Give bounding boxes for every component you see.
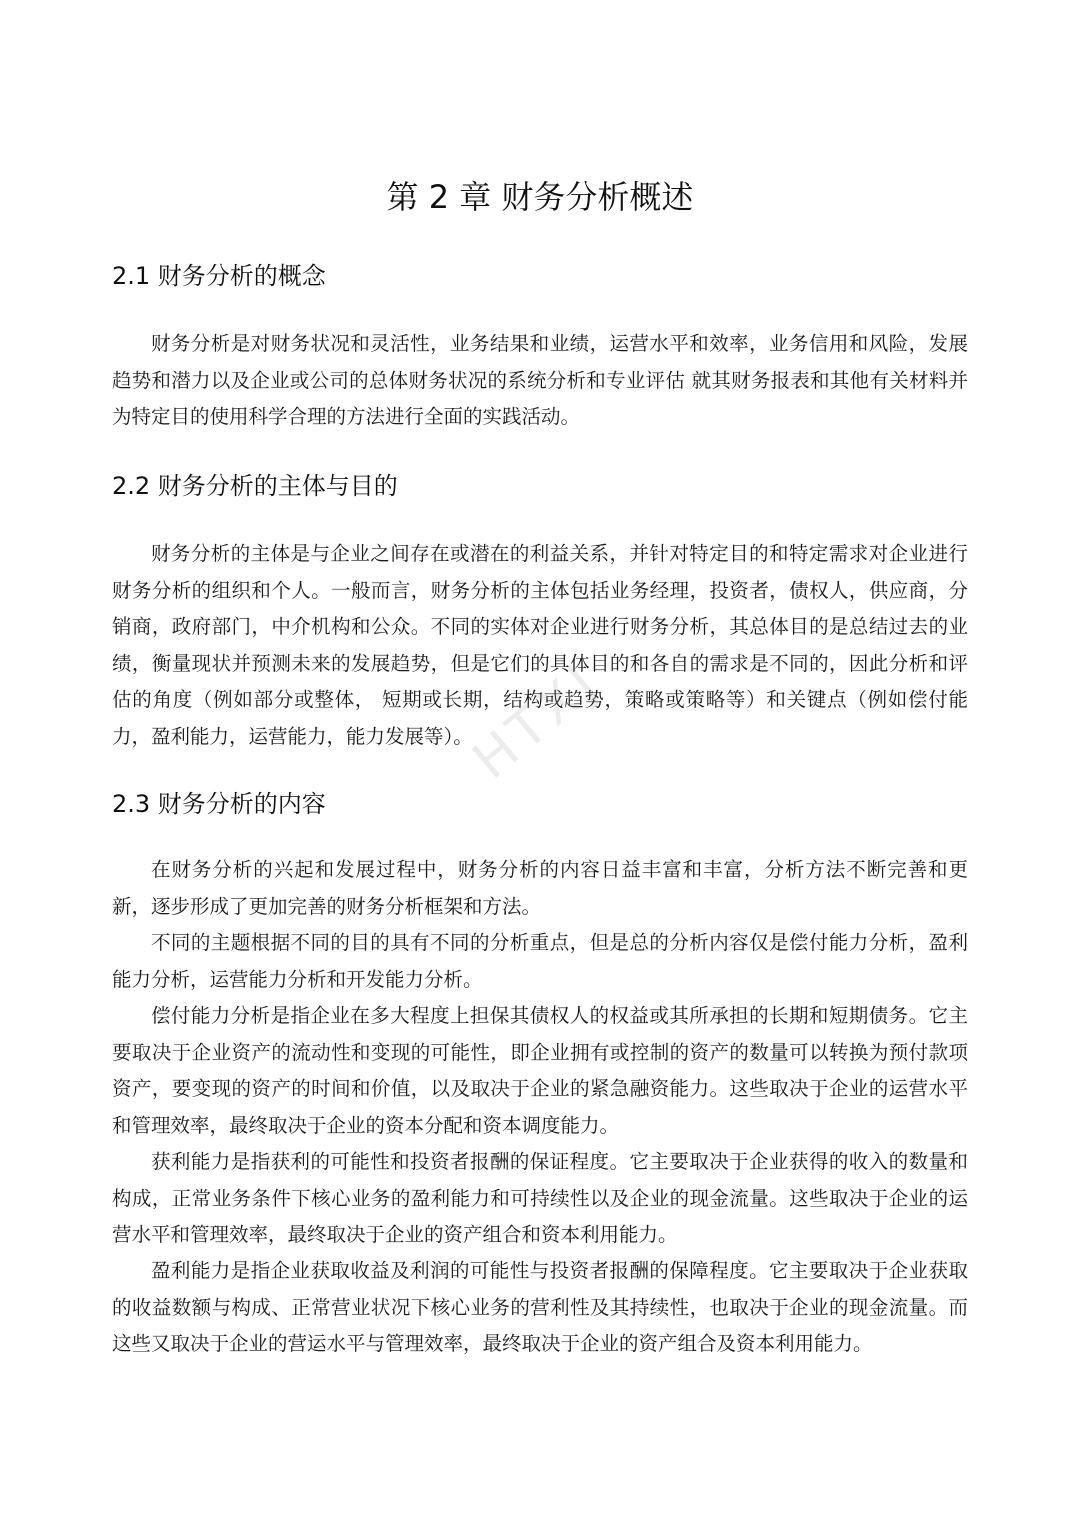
section-heading-2-1: 2.1 财务分析的概念 (112, 262, 326, 290)
paragraph: 偿付能力分析是指企业在多大程度上担保其债权人的权益或其所承担的长期和短期债务。它主要取决于企业资产的流动性和变现的可能性，即企业拥有或控制的资产的数量可以转换为预付款项资产，要变现的资产的时间和价值，以及取决于企业的紧急融资能力。这些取决于企业的运营水平和管理效率，最终取决于企业的资本分配和资本调度能力。 (112, 1004, 968, 1137)
paragraph: 不同的主题根据不同的目的具有不同的分析重点，但是总的分析内容仅是偿付能力分析，盈利能力分析，运营能力分析和开发能力分析。 (112, 931, 968, 991)
paragraph: 财务分析是对财务状况和灵活性，业务结果和业绩，运营水平和效率，业务信用和风险，发展趋势和潜力以及企业或公司的总体财务状况的系统分析和专业评估 就其财务报表和其他有关材料并为特定目的使用科学合理的方法进行全面的实践活动。 (112, 332, 968, 428)
watermark: HTXJ (462, 651, 613, 791)
section-heading-2-2: 2.2 财务分析的主体与目的 (112, 472, 398, 500)
chapter-title: 第 2 章 财务分析概述 (386, 178, 694, 216)
section-heading-2-3: 2.3 财务分析的内容 (112, 790, 326, 818)
paragraph: 盈利能力是指企业获取收益及利润的可能性与投资者报酬的保障程度。它主要取决于企业获取的收益数额与构成、正常营业状况下核心业务的营利性及其持续性，也取决于企业的现金流量。而这些又取决于企业的营运水平与管理效率，最终取决于企业的资产组合及资本利用能力。 (112, 1259, 968, 1355)
paragraph: 财务分析的主体是与企业之间存在或潜在的利益关系，并针对特定目的和特定需求对企业进行财务分析的组织和个人。一般而言，财务分析的主体包括业务经理，投资者，债权人，供应商，分销商，政府部门，中介机构和公众。不同的实体对企业进行财务分析，其总体目的是总结过去的业绩，衡量现状并预测未来的发展趋势，但是它们的具体目的和各自的需求是不同的，因此分析和评估的角度（例如部分或整体， 短期或长期，结构或趋势，策略或策略等）和关键点（例如偿付能力，盈利能力，运营能力，能力发展等）。 (112, 542, 968, 748)
paragraph: 在财务分析的兴起和发展过程中，财务分析的内容日益丰富和丰富，分析方法不断完善和更新，逐步形成了更加完善的财务分析框架和方法。 (112, 858, 968, 918)
paragraph: 获利能力是指获利的可能性和投资者报酬的保证程度。它主要取决于企业获得的收入的数量和构成，正常业务条件下核心业务的盈利能力和可持续性以及企业的现金流量。这些取决于企业的运营水平和管理效率，最终取决于企业的资产组合和资本利用能力。 (112, 1150, 968, 1246)
